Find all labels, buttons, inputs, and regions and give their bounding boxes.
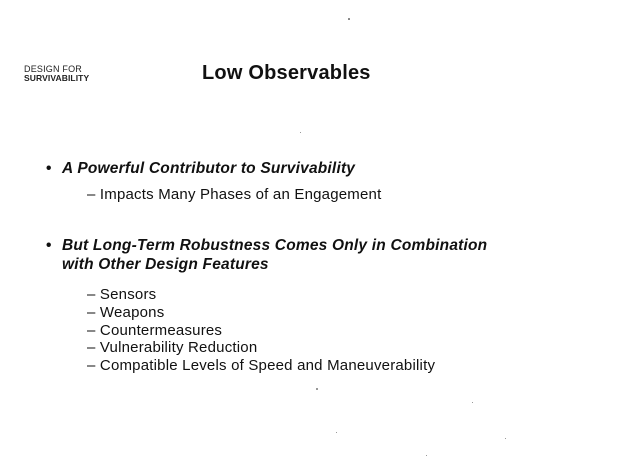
scan-speck	[316, 388, 318, 390]
scan-speck	[348, 18, 350, 20]
logo-line-2: SURVIVABILITY	[24, 73, 90, 83]
list-item-countermeasures: – Countermeasures	[87, 321, 223, 339]
design-features-list	[87, 286, 435, 375]
list-item-vulnerability-reduction: – Vulnerability Reduction	[87, 339, 258, 357]
scan-speck	[300, 132, 301, 133]
scan-speck	[472, 402, 473, 403]
list-item-speed-maneuverability: – Compatible Levels of Speed and Maneuverability	[87, 357, 436, 375]
list-item-weapons: – Weapons	[87, 303, 165, 321]
scan-speck	[336, 432, 337, 433]
bullet-marker: •	[46, 237, 52, 254]
bullet-item-2	[46, 236, 487, 274]
bullet-text-line-2: with Other Design Features	[62, 256, 269, 273]
logo-line-1: DESIGN FOR	[24, 64, 83, 74]
list-item-sensors: – Sensors	[87, 286, 157, 303]
scan-speck	[505, 438, 506, 439]
bullet-text-line-1: But Long-Term Robustness Comes Only in Combination	[62, 237, 488, 254]
bullet-marker: •	[46, 160, 52, 177]
bullet-item-1	[46, 159, 355, 178]
scan-speck	[426, 455, 427, 456]
sub-item-impacts: – Impacts Many Phases of an Engagement	[87, 186, 382, 203]
design-for-survivability-logo	[24, 65, 89, 83]
slide-title: Low Observables	[202, 62, 371, 84]
bullet-text: A Powerful Contributor to Survivability	[62, 160, 356, 177]
